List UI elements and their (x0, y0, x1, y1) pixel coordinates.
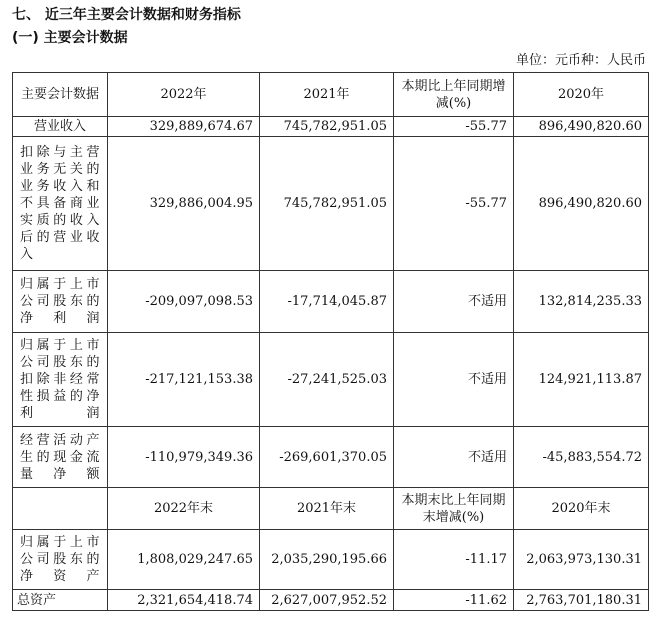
row-label: 总资产 (13, 590, 108, 611)
value-2020: -45,883,554.72 (514, 427, 649, 488)
header-cell: 2021年末 (260, 488, 394, 530)
value-2020: 896,490,820.60 (514, 137, 649, 271)
change-percent: -11.17 (394, 530, 514, 590)
value-2022: 329,886,004.95 (108, 137, 260, 271)
section-title: 七、 近三年主要会计数据和财务指标 (12, 7, 241, 23)
value-2022-end: 2,321,654,418.74 (108, 590, 260, 611)
header-cell (13, 488, 108, 530)
value-2022: 329,889,674.67 (108, 117, 260, 137)
row-label: 归属于上市公司股东的净利润 (13, 271, 108, 333)
table-row (13, 590, 649, 611)
change-percent: -55.77 (394, 117, 514, 137)
header-cell: 本期末比上年同期末增减(%) (394, 488, 514, 530)
value-2021-end: 2,035,290,195.66 (260, 530, 394, 590)
table2-header-row (13, 488, 649, 530)
change-percent: -11.62 (394, 590, 514, 611)
table-row (13, 333, 649, 427)
table-row (13, 271, 649, 333)
table-row (13, 137, 649, 271)
change-percent: 不适用 (394, 333, 514, 427)
header-cell: 本期比上年同期增减(%) (394, 73, 514, 117)
change-percent: 不适用 (394, 427, 514, 488)
header-cell: 2020年 (514, 73, 649, 117)
row-label: 归属于上市公司股东的净资产 (13, 530, 108, 590)
value-2020-end: 2,063,973,130.31 (514, 530, 649, 590)
value-2022: -217,121,153.38 (108, 333, 260, 427)
table1-header-row (13, 73, 649, 117)
row-label: 归属于上市公司股东的扣除非经常性损益的净利润 (13, 333, 108, 427)
header-cell: 2022年末 (108, 488, 260, 530)
value-2020: 132,814,235.33 (514, 271, 649, 333)
header-cell: 2021年 (260, 73, 394, 117)
value-2022: -110,979,349.36 (108, 427, 260, 488)
value-2021: 745,782,951.05 (260, 117, 394, 137)
header-cell: 2020年末 (514, 488, 649, 530)
value-2020: 124,921,113.87 (514, 333, 649, 427)
value-2020: 896,490,820.60 (514, 117, 649, 137)
row-label: 扣除与主营业务无关的业务收入和不具备商业实质的收入后的营业收入 (13, 137, 108, 271)
change-percent: -55.77 (394, 137, 514, 271)
value-2020-end: 2,763,701,180.31 (514, 590, 649, 611)
subsection-title: (一) 主要会计数据 (12, 30, 128, 46)
value-2021: -17,714,045.87 (260, 271, 394, 333)
header-cell: 主要会计数据 (13, 73, 108, 117)
value-2021-end: 2,627,007,952.52 (260, 590, 394, 611)
value-2021: -27,241,525.03 (260, 333, 394, 427)
table-row (13, 530, 649, 590)
table-row (13, 427, 649, 488)
value-2022-end: 1,808,029,247.65 (108, 530, 260, 590)
unit-note: 单位：元币种：人民币 (515, 53, 646, 68)
header-cell: 2022年 (108, 73, 260, 117)
value-2021: 745,782,951.05 (260, 137, 394, 271)
row-label: 营业收入 (13, 117, 108, 137)
table-row (13, 117, 649, 137)
value-2021: -269,601,370.05 (260, 427, 394, 488)
value-2022: -209,097,098.53 (108, 271, 260, 333)
accounting-data-table (12, 72, 649, 611)
row-label: 经营活动产生的现金流量净额 (13, 427, 108, 488)
change-percent: 不适用 (394, 271, 514, 333)
